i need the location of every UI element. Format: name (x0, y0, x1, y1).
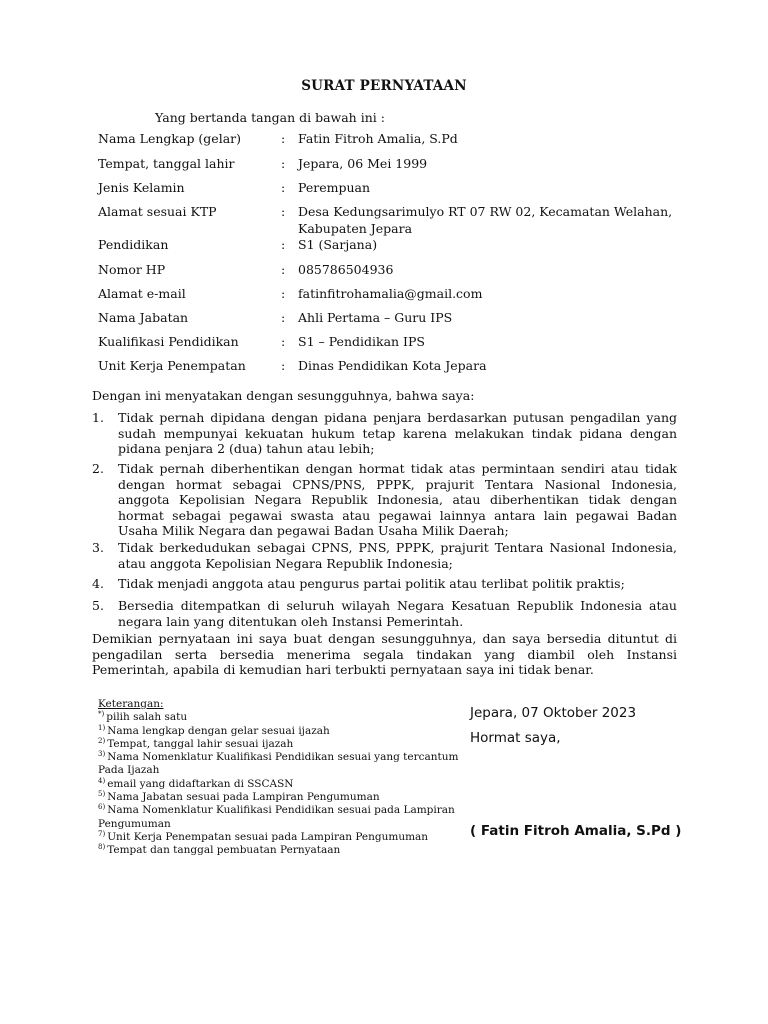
note-text: Unit Kerja Penempatan sesuai pada Lampiran Pengumuman (107, 830, 429, 843)
note-item (98, 751, 463, 778)
note-mark: 4) (98, 776, 106, 785)
list-item-number: 4. (92, 576, 104, 591)
field-value: Jepara, 06 Mei 1999 (298, 156, 428, 171)
note-mark: 6) (98, 803, 106, 812)
note-text: pilih salah satu (106, 711, 188, 724)
field-colon: : (281, 131, 286, 146)
field-label: Nomor HP (98, 262, 166, 277)
field-value: Dinas Pendidikan Kota Jepara (298, 358, 487, 373)
note-mark: *) (98, 710, 105, 719)
note-text: Tempat dan tanggal pembuatan Pernyataan (107, 844, 341, 857)
list-item-number: 1. (92, 410, 104, 425)
list-item-number: 5. (92, 598, 104, 613)
field-value: 085786504936 (298, 262, 394, 277)
field-colon: : (281, 358, 286, 373)
note-mark: 5) (98, 790, 106, 799)
note-mark: 7) (98, 829, 106, 838)
field-value: Perempuan (298, 180, 371, 195)
field-label: Alamat sesuai KTP (98, 204, 217, 219)
notes-section (98, 698, 463, 858)
field-colon: : (281, 180, 286, 195)
note-item (98, 778, 463, 791)
field-colon: : (281, 262, 286, 277)
note-text: Tempat, tanggal lahir sesuai ijazah (107, 737, 294, 750)
notes-heading: Keterangan: (98, 698, 164, 710)
list-item-text: Bersedia ditempatkan di seluruh wilayah Negara Kesatuan Republik Indonesia atau negara lain yang ditentukan oleh Instansi Pemerintah. (118, 598, 677, 629)
list-item-text: Tidak berkedudukan sebagai CPNS, PNS, PPPK, prajurit Tentara Nasional Indonesia, atau anggota Kepolisian Negara Republik Indonesia; (118, 540, 677, 571)
document-title: SURAT PERNYATAAN (301, 78, 467, 94)
note-mark: 1) (98, 723, 106, 732)
field-colon: : (281, 156, 286, 171)
field-colon: : (281, 334, 286, 349)
signature-greeting: Hormat saya, (470, 730, 561, 746)
list-item-number: 2. (92, 461, 104, 476)
field-colon: : (281, 204, 286, 219)
note-mark: 8) (98, 843, 106, 852)
field-label: Nama Jabatan (98, 310, 189, 325)
note-item (98, 831, 463, 844)
list-item-number: 3. (92, 540, 104, 555)
note-text: Nama lengkap dengan gelar sesuai ijazah (107, 724, 330, 737)
note-item (98, 725, 463, 738)
signature-place-date: Jepara, 07 Oktober 2023 (470, 705, 637, 721)
note-text: Nama Nomenklatur Kualifikasi Pendidikan sesuai pada Lampiran Pengumuman (98, 804, 455, 830)
note-text: Nama Jabatan sesuai pada Lampiran Pengumuman (107, 791, 380, 804)
intro-text: Yang bertanda tangan di bawah ini : (155, 110, 385, 125)
field-value: Ahli Pertama – Guru IPS (298, 310, 453, 325)
note-text: Nama Nomenklatur Kualifikasi Pendidikan sesuai yang tercantum Pada Ijazah (98, 751, 459, 777)
note-item (98, 804, 463, 831)
field-label: Jenis Kelamin (98, 180, 185, 195)
note-mark: 3) (98, 750, 106, 759)
closing-paragraph: Demikian pernyataan ini saya buat dengan sesungguhnya, dan saya bersedia dituntut di pengadilan serta bersedia menerima segala tindakan yang diambil oleh Instansi Pemerintah, apabila di kemudian hari terbukti pernyataan saya ini tidak benar. (92, 631, 677, 677)
field-value: S1 – Pendidikan IPS (298, 334, 425, 349)
statement-intro: Dengan ini menyatakan dengan sesungguhnya, bahwa saya: (92, 388, 475, 403)
signature-name: ( Fatin Fitroh Amalia, S.Pd ) (470, 823, 682, 839)
field-label: Nama Lengkap (gelar) (98, 131, 241, 146)
field-label: Alamat e-mail (98, 286, 186, 301)
field-label: Tempat, tanggal lahir (98, 156, 235, 171)
field-colon: : (281, 237, 286, 252)
list-item-text: Tidak pernah dipidana dengan pidana penjara berdasarkan putusan pengadilan yang sudah mempunyai kekuatan hukum tetap karena melakukan tindak pidana dengan pidana penjara 2 (dua) tahun atau lebih; (118, 410, 677, 456)
field-label: Kualifikasi Pendidikan (98, 334, 239, 349)
note-item (98, 738, 463, 751)
field-colon: : (281, 310, 286, 325)
field-value: Fatin Fitroh Amalia, S.Pd (298, 131, 458, 146)
note-item (98, 791, 463, 804)
note-mark: 2) (98, 736, 106, 745)
note-item (98, 844, 463, 857)
field-value: Desa Kedungsarimulyo RT 07 RW 02, Kecamatan Welahan, Kabupaten Jepara (298, 204, 673, 236)
field-colon: : (281, 286, 286, 301)
field-value: S1 (Sarjana) (298, 237, 378, 252)
note-item (98, 711, 463, 724)
field-label: Pendidikan (98, 237, 169, 252)
field-value: fatinfitrohamalia@gmail.com (298, 286, 483, 301)
note-text: email yang didaftarkan di SSCASN (107, 777, 294, 790)
list-item-text: Tidak menjadi anggota atau pengurus partai politik atau terlibat politik praktis; (118, 576, 625, 591)
list-item-text: Tidak pernah diberhentikan dengan hormat tidak atas permintaan sendiri atau tidak dengan hormat sebagai CPNS/PNS, PPPK, prajurit Tentara Nasional Indonesia, anggota Kepolisian Negara Republik Indonesia, atau diberhentikan tidak dengan hormat sebagai pegawai swasta atau pegawai lainnya antara lain pegawai Badan Usaha Milik Negara dan pegawai Badan Usaha Milik Daerah; (118, 461, 677, 538)
field-label: Unit Kerja Penempatan (98, 358, 246, 373)
